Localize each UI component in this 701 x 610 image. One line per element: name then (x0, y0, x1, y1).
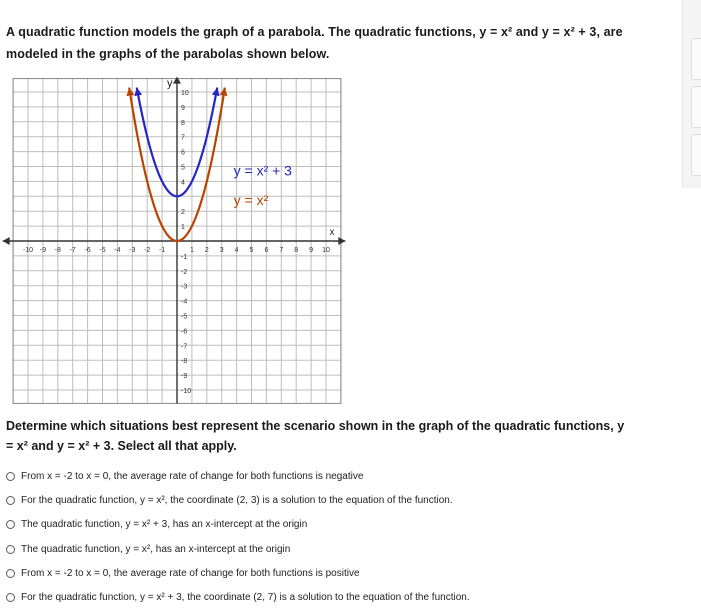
x-tick-label: -5 (99, 247, 106, 254)
answer-option-5[interactable] (6, 561, 686, 585)
side-tab[interactable] (691, 134, 701, 176)
x-tick-label: 2 (204, 247, 209, 254)
checkbox-circle-icon[interactable] (6, 496, 15, 505)
curve-label-orange: y = x² (233, 192, 269, 209)
x-tick-label: 8 (294, 247, 299, 254)
answer-options (6, 464, 686, 610)
question-line-1: Determine which situations best represent the scenario shown in the graph of the quadratic functions, y (6, 419, 625, 433)
x-tick-label: -3 (129, 247, 136, 254)
answer-option-label: For the quadratic function, y = x², the coordinate (2, 3) is a solution to the equation of the function. (21, 494, 453, 506)
y-tick-label: 1 (181, 224, 185, 232)
answer-option-label: The quadratic function, y = x² + 3, has an x-intercept at the origin (21, 519, 308, 531)
question-line-2: = x² and y = x² + 3. Select all that apply. (6, 439, 237, 453)
question-text (6, 416, 686, 456)
y-axis-label: y (167, 77, 173, 90)
x-axis-right-arrow-icon (338, 237, 345, 245)
checkbox-circle-icon[interactable] (6, 593, 15, 602)
answer-option-1[interactable] (6, 464, 686, 488)
x-tick-label: -10 (22, 247, 34, 254)
y-tick-label: -4 (181, 298, 188, 306)
y-tick-label: -10 (181, 388, 192, 395)
x-tick-label: 4 (234, 247, 239, 254)
y-tick-label: 4 (181, 179, 185, 187)
y-tick-label: -9 (181, 373, 188, 381)
answer-option-2[interactable] (6, 488, 686, 512)
x-tick-label: -4 (114, 247, 121, 254)
parabola-graph (0, 68, 360, 408)
prompt-line-1: A quadratic function models the graph of a parabola. The quadratic functions, y = x² and y = x² + 3, are (6, 25, 623, 39)
x-tick-label: -9 (39, 247, 47, 254)
y-tick-label: 5 (181, 164, 185, 172)
checkbox-circle-icon[interactable] (6, 569, 15, 578)
y-axis-arrow-icon (173, 77, 181, 84)
x-tick-label: 10 (322, 247, 330, 254)
y-tick-label: -7 (181, 343, 188, 351)
y-tick-label: -6 (181, 328, 188, 336)
x-tick-label: -6 (84, 247, 91, 254)
y-tick-label: 8 (181, 119, 185, 127)
checkbox-circle-icon[interactable] (6, 545, 15, 554)
x-tick-label: 1 (189, 247, 194, 254)
y-tick-label: -3 (181, 283, 188, 291)
x-tick-label: -7 (69, 247, 76, 254)
prompt-line-2: modeled in the graphs of the parabolas shown below. (6, 47, 330, 61)
curve-label-blue: y = x² + 3 (233, 162, 292, 179)
checkbox-circle-icon[interactable] (6, 472, 15, 481)
answer-option-label: From x = -2 to x = 0, the average rate of change for both functions is negative (21, 470, 364, 482)
x-tick-label: 9 (309, 247, 314, 254)
y-tick-label: -2 (181, 268, 188, 276)
x-tick-label: 6 (264, 247, 269, 254)
answer-option-3[interactable] (6, 513, 686, 537)
y-tick-label: -5 (181, 313, 188, 321)
x-tick-label: 7 (279, 247, 284, 254)
x-tick-label: 3 (219, 247, 224, 254)
y-tick-label: 10 (181, 90, 189, 97)
x-tick-label: -2 (144, 247, 151, 254)
y-tick-label: 6 (181, 149, 185, 157)
answer-option-label: The quadratic function, y = x², has an x-intercept at the origin (21, 543, 291, 555)
y-tick-label: 7 (181, 134, 185, 142)
x-tick-label: -8 (54, 247, 61, 254)
side-tab[interactable] (691, 38, 701, 80)
y-tick-label: -8 (181, 358, 188, 366)
x-axis-left-arrow-icon (3, 237, 10, 245)
y-tick-label: 9 (181, 104, 185, 112)
answer-option-4[interactable] (6, 537, 686, 561)
side-tab[interactable] (691, 86, 701, 128)
answer-option-label: From x = -2 to x = 0, the average rate of change for both functions is positive (21, 567, 360, 579)
y-tick-label: -1 (181, 253, 188, 261)
x-tick-label: -1 (158, 247, 166, 254)
x-tick-label: 5 (249, 247, 254, 254)
answer-option-6[interactable] (6, 585, 686, 609)
side-panel-strip (682, 0, 701, 188)
answer-option-label: For the quadratic function, y = x² + 3, the coordinate (2, 7) is a solution to the equation of the function. (21, 592, 470, 604)
problem-prompt (6, 21, 678, 65)
y-tick-label: 2 (181, 209, 185, 217)
x-axis-label: x (329, 227, 335, 238)
checkbox-circle-icon[interactable] (6, 520, 15, 529)
